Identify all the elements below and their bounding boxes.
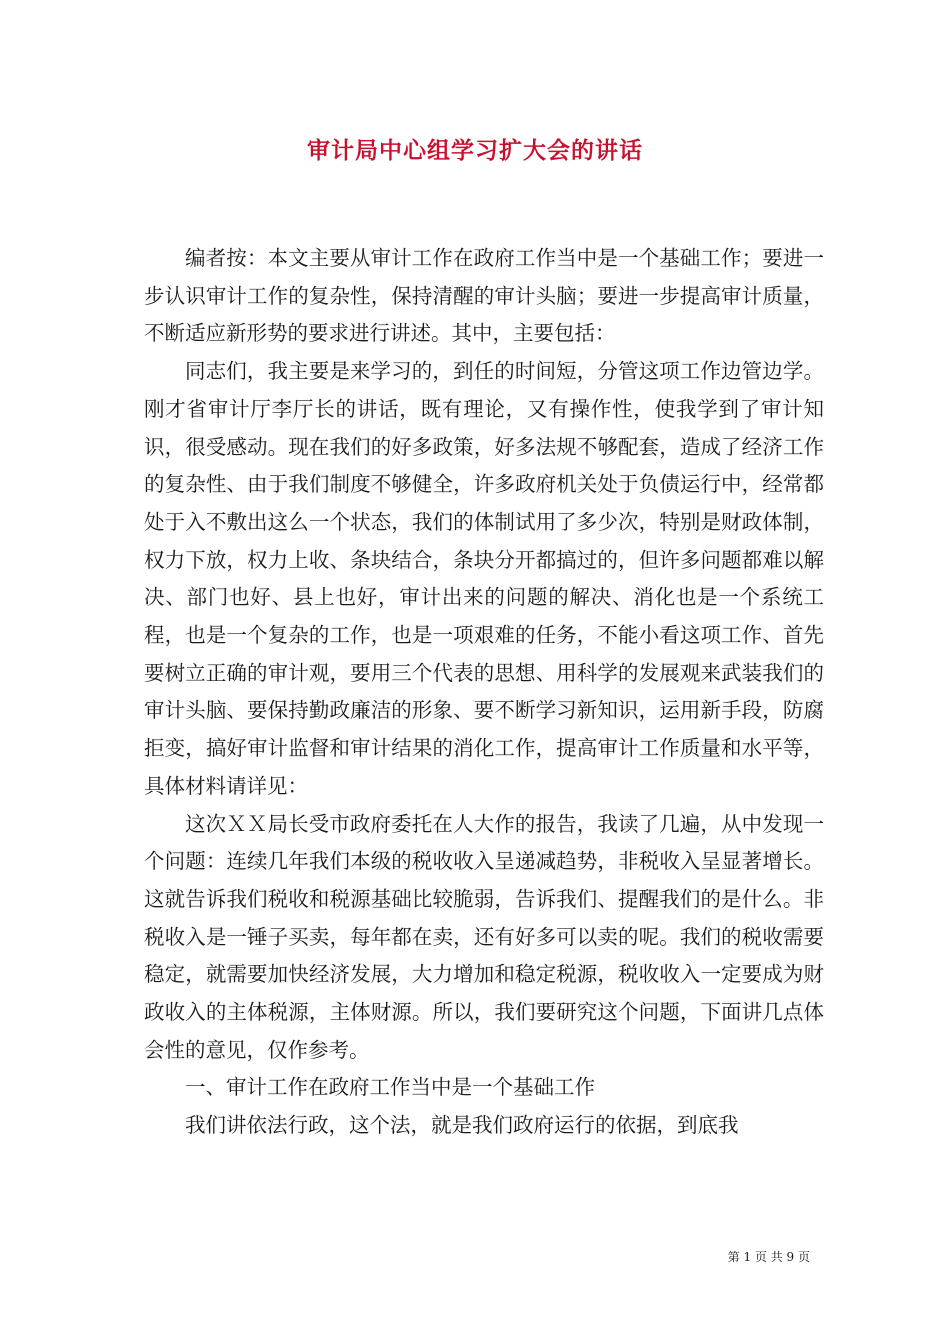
section-heading-1: 一、审计工作在政府工作当中是一个基础工作 <box>185 1075 595 1100</box>
page-number-footer: 第 1 页 共 9 页 <box>727 1250 810 1264</box>
document-title: 审计局中心组学习扩大会的讲话 <box>307 137 643 164</box>
body-paragraph-1: 同志们，我主要是来学习的，到任的时间短，分管这项工作边管边学。刚才省审计厅李厅长的讲话，既有理论，又有操作性，使我学到了审计知识，很受感动。现在我们的好多政策，好多法规不够配套，造成了经济工作的复杂性、由于我们制度不够健全，许多政府机关处于负债运行中，经常都处于入不敷出这么一个状态，我们的体制试用了多少次，特别是财政体制，权力下放，权力上收、条块结合，条块分开都搞过的，但许多问题都难以解决、部门也好、县上也好，审计出来的问题的解决、消化也是一个系统工程，也是一个复杂的工作，也是一项艰难的任务，不能小看这项工作、首先要树立正确的审计观，要用三个代表的思想、用科学的发展观来武装我们的审计头脑、要保持勤政廉洁的形象、要不断学习新知识，运用新手段，防腐拒变，搞好审计监督和审计结果的消化工作，提高审计工作质量和水平等，具体材料请详见： <box>144 359 824 798</box>
body-paragraph-3: 我们讲依法行政，这个法，就是我们政府运行的依据，到底我 <box>185 1113 739 1138</box>
editor-note-paragraph: 编者按：本文主要从审计工作在政府工作当中是一个基础工作；要进一步认识审计工作的复杂性，保持清醒的审计头脑；要进一步提高审计质量，不断适应新形势的要求进行讲述。其中，主要包括： <box>144 246 824 346</box>
document-body <box>144 240 824 1145</box>
body-paragraph-2: 这次ＸＸ局长受市政府委托在人大作的报告，我读了几遍，从中发现一个问题：连续几年我们本级的税收收入呈递减趋势，非税收入呈显著增长。这就告诉我们税收和税源基础比较脆弱，告诉我们、提醒我们的是什么。非税收入是一锤子买卖，每年都在卖，还有好多可以卖的呢。我们的税收需要稳定，就需要加快经济发展，大力增加和稳定税源，税收收入一定要成为财政收入的主体税源，主体财源。所以，我们要研究这个问题，下面讲几点体会性的意见，仅作参考。 <box>144 811 824 1062</box>
